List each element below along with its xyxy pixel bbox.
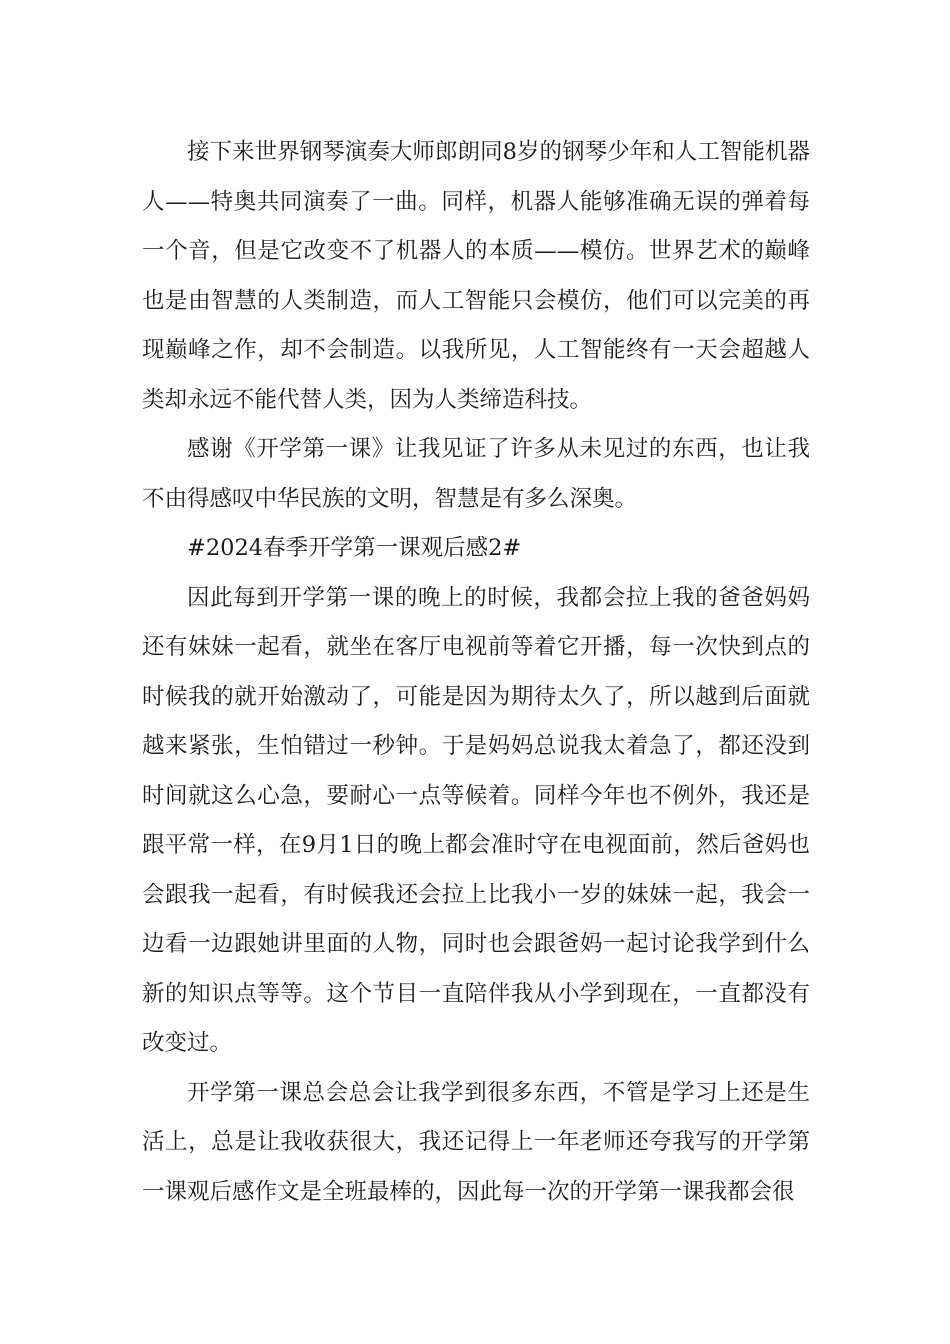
paragraph-learning: 开学第一课总会总会让我学到很多东西，不管是学习上还是生活上，总是让我收获很大，我还记得上一年老师还夸我写的开学第一课观后感作文是全班最棒的，因此每一次的开学第一课我都会很 [142,1079,810,1205]
paragraph-ai-piano: 接下来世界钢琴演奏大师郎朗同8岁的钢琴少年和人工智能机器人——特奥共同演奏了一曲。同样，机器人能够准确无误的弹着每一个音，但是它改变不了机器人的本质——模仿。世界艺术的巅峰也是由智慧的人类制造，而人工智能只会模仿，他们可以完美的再现巅峰之作，却不会制造。以我所见，人工智能终有一天会超越人类却永远不能代替人类，因为人类缔造科技。 [142,139,810,413]
document-body [142,128,810,1217]
paragraph-thanks: 感谢《开学第一课》让我见证了许多从未见过的东西，也让我不由得感叹中华民族的文明，智慧是有多么深奥。 [142,436,810,512]
paragraph-watching-with-family: 因此每到开学第一课的晚上的时候，我都会拉上我的爸爸妈妈还有妹妹一起看，就坐在客厅电视前等着它开播，每一次快到点的时候我的就开始激动了，可能是因为期待太久了，所以越到后面就越来紧张，生怕错过一秒钟。于是妈妈总说我太着急了，都还没到时间就这么心急，要耐心一点等候着。同样今年也不例外，我还是跟平常一样，在9月1日的晚上都会准时守在电视面前，然后爸妈也会跟我一起看，有时候我还会拉上比我小一岁的妹妹一起，我会一边看一边跟她讲里面的人物，同时也会跟爸妈一起讨论我学到什么新的知识点等等。这个节目一直陪伴我从小学到现在，一直都没有改变过。 [142,584,810,1056]
section-heading: #2024春季开学第一课观后感2# [187,535,522,561]
